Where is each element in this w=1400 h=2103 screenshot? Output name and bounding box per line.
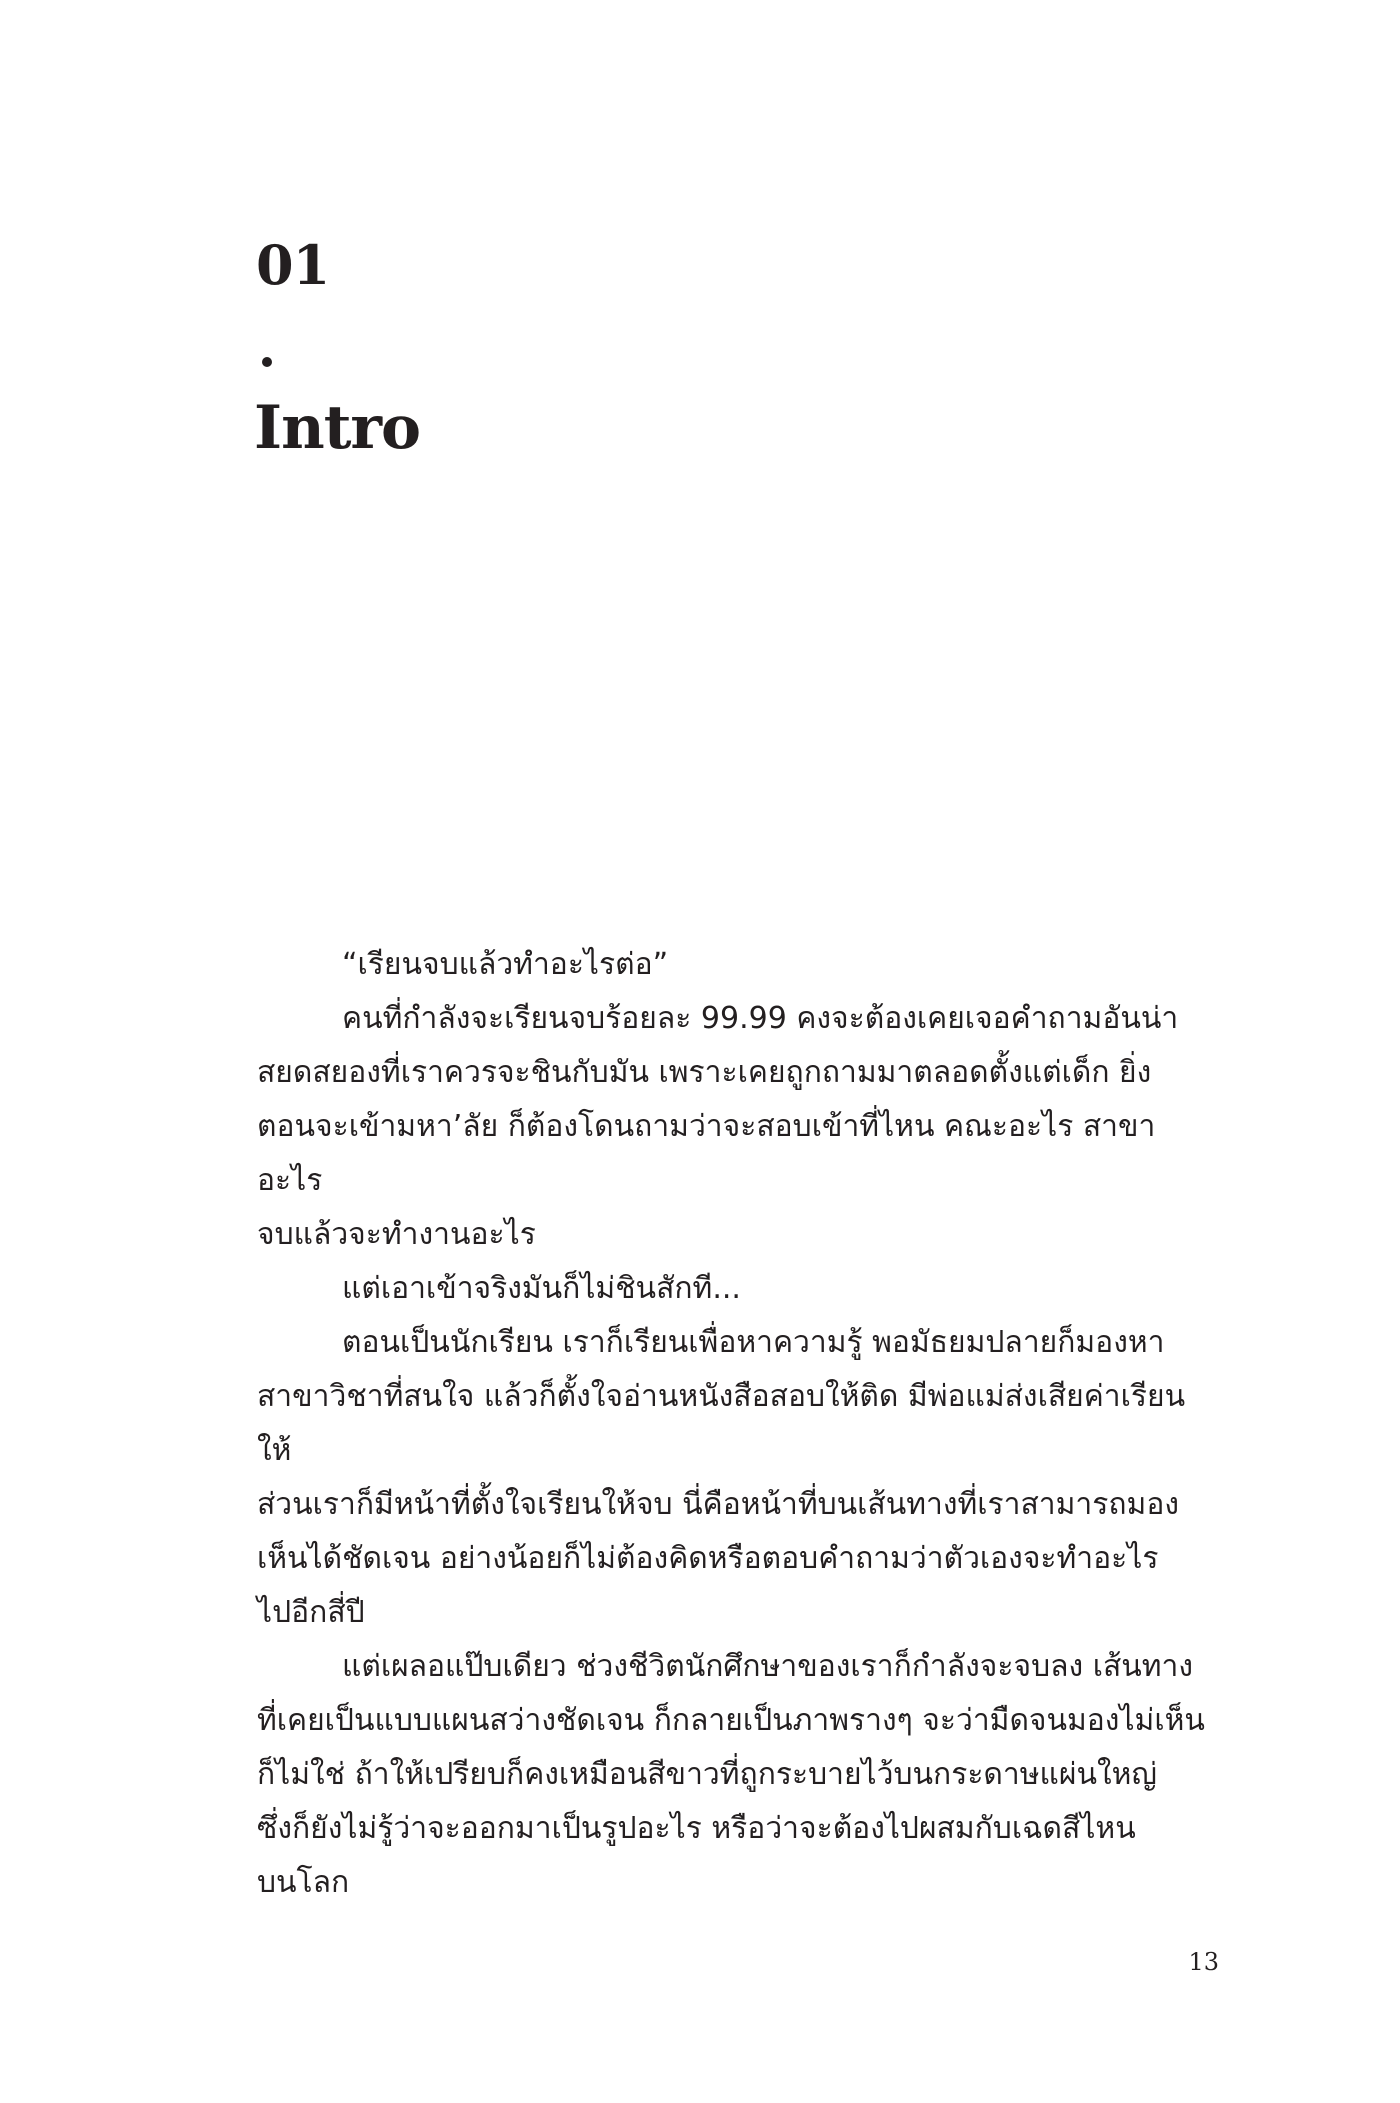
text-line: เห็นได้ชัดเจน อย่างน้อยก็ไม่ต้องคิดหรือตอบคำถามว่าตัวเองจะทำอะไร (257, 1541, 1159, 1576)
paragraph (257, 1640, 1219, 1910)
text-line: ตอนเป็นนักเรียน เราก็เรียนเพื่อหาความรู้ พอมัธยมปลายก็มองหา (342, 1325, 1165, 1360)
text-line: บนโลก (257, 1865, 350, 1900)
chapter-number: 01 (256, 233, 330, 297)
text-line: คนที่กำลังจะเรียนจบร้อยละ 99.99 คงจะต้องเคยเจอคำถามอันน่า (342, 1001, 1179, 1036)
text-line: ซึ่งก็ยังไม่รู้ว่าจะออกมาเป็นรูปอะไร หรือว่าจะต้องไปผสมกับเฉดสีไหน (257, 1811, 1136, 1846)
text-line: “เรียนจบแล้วทำอะไรต่อ” (342, 947, 669, 982)
text-line: ตอนจะเข้ามหา’ลัย ก็ต้องโดนถามว่าจะสอบเข้าที่ไหน คณะอะไร สาขาอะไร (257, 1109, 1156, 1198)
text-line: จบแล้วจะทำงานอะไร (257, 1217, 536, 1252)
text-line: สยดสยองที่เราควรจะชินกับมัน เพราะเคยถูกถามมาตลอดตั้งแต่เด็ก ยิ่ง (257, 1055, 1152, 1090)
chapter-title: Intro (254, 393, 421, 463)
paragraph (257, 938, 1219, 992)
paragraph (257, 1262, 1219, 1316)
page-number: 13 (1188, 1948, 1219, 1976)
text-line: แต่เอาเข้าจริงมันก็ไม่ชินสักที... (342, 1271, 741, 1306)
text-line: ไปอีกสี่ปี (257, 1595, 365, 1630)
paragraph (257, 1316, 1219, 1640)
text-line: ก็ไม่ใช่ ถ้าให้เปรียบก็คงเหมือนสีขาวที่ถูกระบายไว้บนกระดาษแผ่นใหญ่ (257, 1757, 1157, 1792)
text-line: ส่วนเราก็มีหน้าที่ตั้งใจเรียนให้จบ นี่คือหน้าที่บนเส้นทางที่เราสามารถมอง (257, 1487, 1179, 1522)
text-line: ที่เคยเป็นแบบแผนสว่างชัดเจน ก็กลายเป็นภาพรางๆ จะว่ามืดจนมองไม่เห็น (257, 1703, 1205, 1738)
text-line: แต่เผลอแป๊บเดียว ช่วงชีวิตนักศึกษาของเราก็กำลังจะจบลง เส้นทาง (342, 1649, 1194, 1684)
text-line: สาขาวิชาที่สนใจ แล้วก็ตั้งใจอ่านหนังสือสอบให้ติด มีพ่อแม่ส่งเสียค่าเรียนให้ (257, 1379, 1186, 1468)
chapter-separator-dot (262, 357, 272, 367)
body-text (257, 938, 1219, 1910)
paragraph (257, 992, 1219, 1262)
